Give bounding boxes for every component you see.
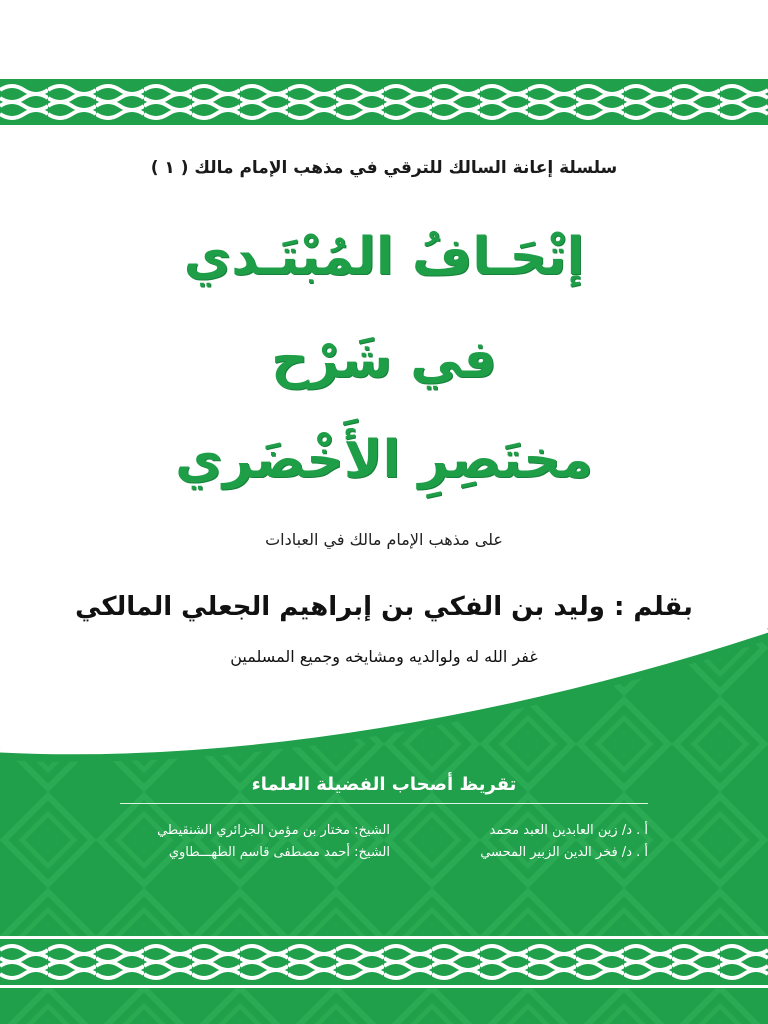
series-line: سلسلة إعانة السالك للترقي في مذهب الإمام مالك ( ١ ) [150, 158, 618, 178]
book-title-line-1: إتْحَـافُ المُبْتَـدي [183, 227, 585, 287]
endorsement-divider [120, 803, 648, 804]
subtitle: على مذهب الإمام مالك في العبادات [265, 530, 503, 549]
book-title-line-2: في شَرْح [271, 330, 497, 390]
author-line: بقلم : وليد بن الفكي بن إبراهيم الجعلي المالكي [75, 592, 693, 622]
endorsers-right-column [458, 820, 648, 864]
endorser-name: الشيخ: مختار بن مؤمن الجزائري الشنقيطي [157, 823, 390, 838]
endorser-name: الشيخ: أحمد مصطفى قاسم الطهـــطاوي [168, 845, 390, 860]
top-ornamental-border [0, 76, 768, 128]
endorsement-heading: تقريظ أصحاب الفضيلة العلماء [251, 774, 517, 795]
endorser-name: أ . د/ فخر الدين الزبير المحسي [480, 845, 648, 860]
dua-line: غفر الله له ولوالديه ومشايخه وجميع المسلمين [230, 647, 538, 666]
book-title-line-3: مختَصِرِ الأَخْضَري [175, 430, 593, 490]
bottom-ornamental-border [0, 936, 768, 988]
endorsers-left-column [120, 820, 390, 864]
endorser-name: أ . د/ زين العابدين العبد محمد [489, 823, 648, 838]
